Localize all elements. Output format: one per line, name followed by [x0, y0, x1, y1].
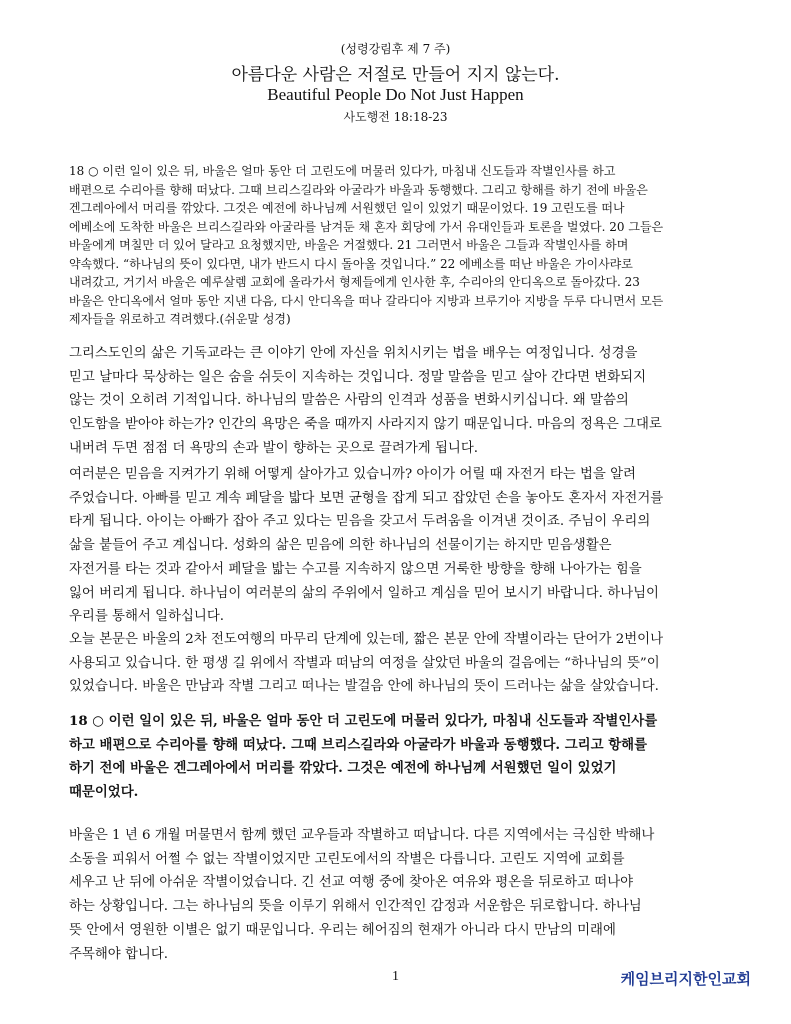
- text-line: 하는 상황입니다. 그는 하나님의 뜻을 이루기 위해서 인간적인 감정과 서운함은 뒤로합니다. 하나님: [69, 899, 642, 915]
- text-line: 겐그레아에서 머리를 깎았다. 그것은 예전에 하나님께 서원했던 일이 있었기 때문이었다. 19 고린도를 떠나: [69, 201, 625, 215]
- text-line: 제자들을 위로하고 격려했다.(쉬운말 성경): [69, 312, 291, 326]
- text-line: 그리스도인의 삶은 기독교라는 큰 이야기 안에 자신을 위치시키는 법을 배우는 여정입니다. 성경을: [69, 346, 638, 361]
- sermon-title-english: Beautiful People Do Not Just Happen: [267, 85, 524, 104]
- text-line: 세우고 난 뒤에 아쉬운 작별이었습니다. 긴 선교 여행 중에 찾아온 여유와 평온을 뒤로하고 떠나야: [69, 875, 634, 891]
- body-paragraph-1: [69, 342, 745, 461]
- text-line: 바울은 안디옥에서 얼마 동안 지낸 다음, 다시 안디옥을 떠나 갈라디아 지방과 브루기아 지방을 두루 다니면서 모든: [69, 293, 664, 308]
- text-line: 사용되고 있습니다. 한 평생 길 위에서 작별과 떠남의 여정을 살았던 바울의 걸음에는 “하나님의 뜻”이: [69, 655, 660, 671]
- text-line: 우리를 통해서 일하십니다.: [69, 609, 225, 625]
- body-paragraph-5: [69, 824, 745, 966]
- text-line: 타게 됩니다. 아이는 아빠가 잡아 주고 있다는 믿음을 갖고서 두려움을 이겨낸 것이죠. 주님이 우리의: [69, 514, 651, 530]
- text-line: 내버려 두면 점점 더 욕망의 손과 발이 향하는 곳으로 끌려가게 됩니다.: [69, 440, 479, 456]
- text-line: 내려갔고, 거기서 바울은 예루살렘 교회에 올라가서 형제들에게 인사한 후, 수리아의 안디옥으로 돌아갔다. 23: [69, 275, 640, 289]
- sermon-week-label: (성령강림후 제 7 주): [340, 42, 451, 56]
- text-line: 소동을 피워서 어쩔 수 없는 작별이었지만 고린도에서의 작별은 다릅니다. 고린도 지역에 교회를: [69, 851, 625, 867]
- body-paragraph-3: [69, 628, 745, 699]
- text-line: 배편으로 수리아를 향해 떠났다. 그때 브리스길라와 아굴라가 바울과 동행했다. 그리고 항해를 하기 전에 바울은: [69, 182, 648, 197]
- text-line: 믿고 날마다 묵상하는 일은 숨을 쉬듯이 지속하는 것입니다. 정말 말씀을 믿고 살아 간다면 변화되지: [69, 369, 647, 385]
- body-paragraph-2: [69, 463, 745, 629]
- text-line: 하기 전에 바울은 겐그레아에서 머리를 깎았다. 그것은 예전에 하나님께 서원했던 일이 있었기: [69, 760, 617, 777]
- text-line: 에베소에 도착한 바울은 브리스길라와 아굴라를 남겨둔 채 혼자 회당에 가서 유대인들과 토론을 벌였다. 20 그들은: [69, 219, 664, 234]
- quoted-scripture-paragraph: [69, 710, 745, 805]
- text-line: 자전거를 타는 것과 같아서 페달을 밟는 수고를 지속하지 않으면 거룩한 방향을 향해 나아가는 힘을: [69, 561, 642, 577]
- text-line: 삶을 붙들어 주고 계십니다. 성화의 삶은 믿음에 의한 하나님의 선물이기는 하지만 믿음생활은: [69, 538, 612, 554]
- church-name: 케임브리지한인교회: [620, 970, 751, 988]
- text-line: 하고 배편으로 수리아를 향해 떠났다. 그때 브리스길라와 아굴라가 바울과 동행했다. 그리고 항해를: [69, 736, 648, 753]
- text-line: 여러분은 믿음을 지켜가기 위해 어떻게 살아가고 있습니까? 아이가 어릴 때 자전거 타는 법을 알려: [69, 467, 636, 482]
- text-line: 오늘 본문은 바울의 2차 전도여행의 마무리 단계에 있는데, 짧은 본문 안에 작별이라는 단어가 2번이나: [69, 632, 664, 647]
- scripture-reference: 사도행전 18:18-23: [343, 110, 448, 124]
- text-line: 바울에게 며칠만 더 있어 달라고 요청했지만, 바울은 거절했다. 21 그러면서 바울은 그들과 작별인사를 하며: [69, 238, 629, 252]
- text-line: 잃어 버리게 됩니다. 하나님이 여러분의 삶의 주위에서 일하고 계심을 믿어 보시기 바랍니다. 하나님이: [69, 585, 659, 601]
- text-line: 18 ○ 이런 일이 있은 뒤, 바울은 얼마 동안 더 고린도에 머물러 있다가, 마침내 신도들과 작별인사를 하고: [69, 164, 616, 178]
- text-line: 18 ○ 이런 일이 있은 뒤, 바울은 얼마 동안 더 고린도에 머물러 있다가, 마침내 신도들과 작별인사를: [69, 713, 658, 729]
- text-line: 주었습니다. 아빠를 믿고 계속 페달을 밟다 보면 균형을 잡게 되고 잡았던 손을 놓아도 혼자서 자전거를: [69, 490, 664, 506]
- text-line: 않는 것이 오히려 기적입니다. 하나님의 말씀은 사람의 인격과 성품을 변화시키십니다. 왜 말씀의: [69, 393, 629, 409]
- text-line: 주목해야 합니다.: [69, 946, 169, 962]
- sermon-title-korean: 아름다운 사람은 저절로 만들어 지지 않는다.: [231, 65, 560, 85]
- page-number: 1: [392, 969, 399, 984]
- scripture-passage: [69, 162, 745, 329]
- text-line: 약속했다. “하나님의 뜻이 있다면, 내가 반드시 다시 돌아올 것입니다.” 22 에베소를 떠난 바울은 가이사랴로: [69, 256, 633, 271]
- text-line: 바울은 1 년 6 개월 머물면서 함께 했던 교우들과 작별하고 떠납니다. 다른 지역에서는 극심한 박해나: [69, 828, 655, 843]
- text-line: 때문이었다.: [69, 784, 139, 801]
- text-line: 있었습니다. 바울은 만남과 작별 그리고 떠나는 발걸음 안에 하나님의 뜻이 드러나는 삶을 살았습니다.: [69, 679, 659, 695]
- text-line: 뜻 안에서 영원한 이별은 없기 때문입니다. 우리는 헤어짐의 현재가 아니라 다시 만남의 미래에: [69, 922, 616, 938]
- text-line: 인도함을 받아야 하는가? 인간의 욕망은 죽을 때까지 사라지지 않기 때문입니다. 마음의 정욕은 그대로: [69, 417, 662, 433]
